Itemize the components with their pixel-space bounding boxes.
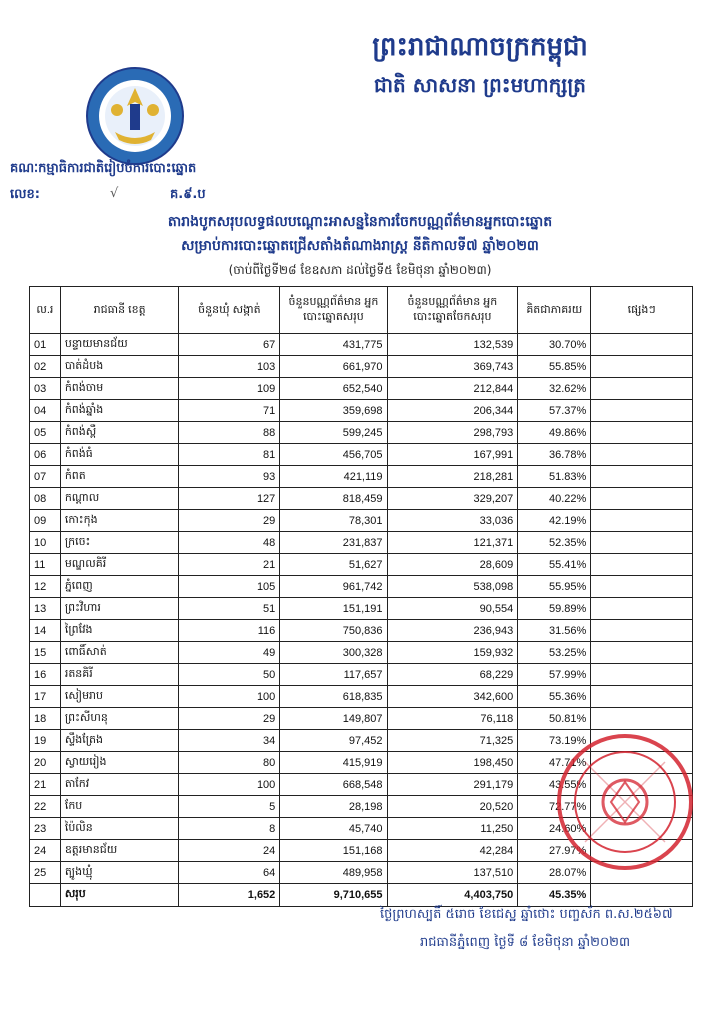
row-no: 03 xyxy=(30,378,61,400)
row-note xyxy=(591,576,693,598)
row-no: 12 xyxy=(30,576,61,598)
row-registered: 489,958 xyxy=(280,862,387,884)
row-distributed: 206,344 xyxy=(387,400,518,422)
official-seal-stamp xyxy=(555,732,695,872)
row-province: បន្ទាយមានជ័យ xyxy=(60,334,179,356)
header-communes: ចំនួនឃុំ សង្កាត់ xyxy=(179,287,280,334)
row-note xyxy=(591,422,693,444)
row-communes: 93 xyxy=(179,466,280,488)
row-registered: 599,245 xyxy=(280,422,387,444)
row-registered: 618,835 xyxy=(280,686,387,708)
row-province: ភ្នំពេញ xyxy=(60,576,179,598)
row-province: ពោធិ៍សាត់ xyxy=(60,642,179,664)
row-no: 25 xyxy=(30,862,61,884)
row-distributed: 329,207 xyxy=(387,488,518,510)
row-distributed: 198,450 xyxy=(387,752,518,774)
table-row xyxy=(30,708,693,730)
row-registered: 149,807 xyxy=(280,708,387,730)
row-distributed: 132,539 xyxy=(387,334,518,356)
header-province: រាជធានី ខេត្ត xyxy=(60,287,179,334)
row-note xyxy=(591,400,693,422)
row-no: 04 xyxy=(30,400,61,422)
row-communes: 67 xyxy=(179,334,280,356)
row-communes: 34 xyxy=(179,730,280,752)
row-province: កណ្តាល xyxy=(60,488,179,510)
table-row xyxy=(30,378,693,400)
row-registered: 300,328 xyxy=(280,642,387,664)
row-registered: 652,540 xyxy=(280,378,387,400)
row-percent: 40.22% xyxy=(518,488,591,510)
total-percent: 45.35% xyxy=(518,884,591,907)
row-province: តាកែវ xyxy=(60,774,179,796)
table-row xyxy=(30,444,693,466)
row-percent: 53.25% xyxy=(518,642,591,664)
row-province: កំពង់ឆ្នាំង xyxy=(60,400,179,422)
kingdom-heading: ព្រះរាជាណាចក្រកម្ពុជា xyxy=(372,32,588,62)
total-label: សរុប xyxy=(60,884,179,907)
row-no: 05 xyxy=(30,422,61,444)
row-percent: 55.85% xyxy=(518,356,591,378)
row-communes: 127 xyxy=(179,488,280,510)
document-title-line1: តារាងបូកសរុបលទ្ធផលបណ្តោះអាសន្ននៃការចែកបណ្ណព័ត៌មានអ្នកបោះឆ្នោត xyxy=(167,214,553,230)
row-no: 16 xyxy=(30,664,61,686)
row-registered: 151,191 xyxy=(280,598,387,620)
nec-emblem-logo xyxy=(85,66,185,166)
total-distributed: 4,403,750 xyxy=(387,884,518,907)
row-note xyxy=(591,378,693,400)
total-note-cell xyxy=(591,884,693,907)
row-communes: 29 xyxy=(179,510,280,532)
row-no: 08 xyxy=(30,488,61,510)
row-percent: 51.83% xyxy=(518,466,591,488)
row-registered: 961,742 xyxy=(280,576,387,598)
row-registered: 78,301 xyxy=(280,510,387,532)
row-province: កំពង់ស្ពឺ xyxy=(60,422,179,444)
row-province: កែប xyxy=(60,796,179,818)
row-registered: 45,740 xyxy=(280,818,387,840)
reference-number: គ.៩.ប xyxy=(170,187,206,202)
row-percent: 72.77% xyxy=(518,796,591,818)
row-communes: 81 xyxy=(179,444,280,466)
reference-tick: √ xyxy=(110,186,119,201)
row-percent: 36.78% xyxy=(518,444,591,466)
document-title-line2: សម្រាប់ការបោះឆ្នោតជ្រើសតាំងតំណាងរាស្ត្រ នីតិកាលទី៧ ឆ្នាំ២០២៣ xyxy=(181,238,539,254)
row-communes: 29 xyxy=(179,708,280,730)
row-province: ព្រះវិហារ xyxy=(60,598,179,620)
row-distributed: 342,600 xyxy=(387,686,518,708)
table-row xyxy=(30,576,693,598)
header-percent: គិតជាភាគរយ xyxy=(518,287,591,334)
table-row xyxy=(30,532,693,554)
row-province: កំពង់ធំ xyxy=(60,444,179,466)
row-no: 15 xyxy=(30,642,61,664)
row-no: 21 xyxy=(30,774,61,796)
total-communes: 1,652 xyxy=(179,884,280,907)
row-communes: 8 xyxy=(179,818,280,840)
row-no: 11 xyxy=(30,554,61,576)
row-province: កំពង់ចាម xyxy=(60,378,179,400)
row-distributed: 11,250 xyxy=(387,818,518,840)
row-note xyxy=(591,334,693,356)
row-communes: 109 xyxy=(179,378,280,400)
place-date-line: រាជធានីភ្នំពេញ ថ្ងៃទី ៨ ខែមិថុនា ឆ្នាំ២០២៣ xyxy=(420,935,631,950)
row-registered: 456,705 xyxy=(280,444,387,466)
row-no: 01 xyxy=(30,334,61,356)
row-registered: 359,698 xyxy=(280,400,387,422)
row-province: ស្វាយរៀង xyxy=(60,752,179,774)
header-distributed: ចំនួនបណ្ណព័ត៌មាន អ្នកបោះឆ្នោតចែកសរុប xyxy=(387,287,518,334)
table-row xyxy=(30,488,693,510)
row-percent: 57.37% xyxy=(518,400,591,422)
row-percent: 32.62% xyxy=(518,378,591,400)
row-percent: 55.41% xyxy=(518,554,591,576)
row-percent: 43.55% xyxy=(518,774,591,796)
row-communes: 116 xyxy=(179,620,280,642)
row-distributed: 68,229 xyxy=(387,664,518,686)
row-communes: 5 xyxy=(179,796,280,818)
total-registered: 9,710,655 xyxy=(280,884,387,907)
row-province: ត្បូងឃ្មុំ xyxy=(60,862,179,884)
row-no: 19 xyxy=(30,730,61,752)
row-communes: 100 xyxy=(179,774,280,796)
table-row xyxy=(30,554,693,576)
table-row xyxy=(30,356,693,378)
row-distributed: 33,036 xyxy=(387,510,518,532)
row-no: 22 xyxy=(30,796,61,818)
row-communes: 49 xyxy=(179,642,280,664)
row-communes: 51 xyxy=(179,598,280,620)
row-province: បាត់ដំបង xyxy=(60,356,179,378)
row-distributed: 121,371 xyxy=(387,532,518,554)
row-note xyxy=(591,620,693,642)
row-percent: 47.71% xyxy=(518,752,591,774)
row-registered: 151,168 xyxy=(280,840,387,862)
row-note xyxy=(591,642,693,664)
row-province: សៀមរាប xyxy=(60,686,179,708)
row-registered: 750,836 xyxy=(280,620,387,642)
row-communes: 71 xyxy=(179,400,280,422)
row-communes: 64 xyxy=(179,862,280,884)
row-province: ព្រះសីហនុ xyxy=(60,708,179,730)
row-communes: 103 xyxy=(179,356,280,378)
row-distributed: 42,284 xyxy=(387,840,518,862)
row-communes: 88 xyxy=(179,422,280,444)
row-percent: 52.35% xyxy=(518,532,591,554)
row-no: 13 xyxy=(30,598,61,620)
row-communes: 105 xyxy=(179,576,280,598)
row-distributed: 20,520 xyxy=(387,796,518,818)
row-province: មណ្ឌលគិរី xyxy=(60,554,179,576)
row-no: 17 xyxy=(30,686,61,708)
row-distributed: 90,554 xyxy=(387,598,518,620)
row-note xyxy=(591,510,693,532)
row-no: 23 xyxy=(30,818,61,840)
table-row xyxy=(30,642,693,664)
row-percent: 30.70% xyxy=(518,334,591,356)
row-communes: 80 xyxy=(179,752,280,774)
row-percent: 59.89% xyxy=(518,598,591,620)
row-registered: 668,548 xyxy=(280,774,387,796)
row-percent: 24.60% xyxy=(518,818,591,840)
row-percent: 49.86% xyxy=(518,422,591,444)
row-no: 07 xyxy=(30,466,61,488)
lunar-date-line: ថ្ងៃព្រហស្បតិ៍ ៥រោច ខែជេស្ឋ ឆ្នាំថោះ បញ្ចស័ក ព.ស.២៥៦៧ xyxy=(380,907,673,922)
row-percent: 50.81% xyxy=(518,708,591,730)
table-row xyxy=(30,620,693,642)
row-distributed: 159,932 xyxy=(387,642,518,664)
row-note xyxy=(591,686,693,708)
row-distributed: 236,943 xyxy=(387,620,518,642)
row-communes: 100 xyxy=(179,686,280,708)
reference-label: លេខ: xyxy=(10,187,40,202)
table-row xyxy=(30,400,693,422)
row-no: 14 xyxy=(30,620,61,642)
row-registered: 421,119 xyxy=(280,466,387,488)
table-row xyxy=(30,466,693,488)
row-registered: 431,775 xyxy=(280,334,387,356)
row-note xyxy=(591,466,693,488)
row-percent: 55.95% xyxy=(518,576,591,598)
row-percent: 42.19% xyxy=(518,510,591,532)
row-percent: 31.56% xyxy=(518,620,591,642)
row-registered: 117,657 xyxy=(280,664,387,686)
row-note xyxy=(591,356,693,378)
row-no: 18 xyxy=(30,708,61,730)
row-percent: 27.97% xyxy=(518,840,591,862)
row-note xyxy=(591,554,693,576)
row-province: ឧត្តរមានជ័យ xyxy=(60,840,179,862)
row-distributed: 218,281 xyxy=(387,466,518,488)
row-registered: 231,837 xyxy=(280,532,387,554)
row-distributed: 137,510 xyxy=(387,862,518,884)
row-communes: 21 xyxy=(179,554,280,576)
row-province: រតនគិរី xyxy=(60,664,179,686)
row-note xyxy=(591,488,693,510)
table-row xyxy=(30,422,693,444)
row-distributed: 71,325 xyxy=(387,730,518,752)
row-province: ព្រៃវែង xyxy=(60,620,179,642)
table-row xyxy=(30,686,693,708)
table-header-row xyxy=(30,287,693,334)
row-no: 10 xyxy=(30,532,61,554)
row-note xyxy=(591,708,693,730)
row-percent: 73.19% xyxy=(518,730,591,752)
total-no-cell xyxy=(30,884,61,907)
row-percent: 55.36% xyxy=(518,686,591,708)
row-communes: 48 xyxy=(179,532,280,554)
row-distributed: 291,179 xyxy=(387,774,518,796)
header-note: ផ្សេងៗ xyxy=(591,287,693,334)
row-no: 09 xyxy=(30,510,61,532)
row-province: កំពត xyxy=(60,466,179,488)
row-no: 20 xyxy=(30,752,61,774)
table-row xyxy=(30,510,693,532)
row-registered: 818,459 xyxy=(280,488,387,510)
row-communes: 50 xyxy=(179,664,280,686)
row-registered: 28,198 xyxy=(280,796,387,818)
header-no: ល.រ xyxy=(30,287,61,334)
row-registered: 97,452 xyxy=(280,730,387,752)
row-no: 06 xyxy=(30,444,61,466)
row-no: 02 xyxy=(30,356,61,378)
row-province: ក្រចេះ xyxy=(60,532,179,554)
row-communes: 24 xyxy=(179,840,280,862)
row-province: ប៉ៃលិន xyxy=(60,818,179,840)
row-distributed: 76,118 xyxy=(387,708,518,730)
header-registered: ចំនួនបណ្ណព័ត៌មាន អ្នកបោះឆ្នោតសរុប xyxy=(280,287,387,334)
row-distributed: 298,793 xyxy=(387,422,518,444)
table-row xyxy=(30,664,693,686)
row-distributed: 538,098 xyxy=(387,576,518,598)
row-distributed: 167,991 xyxy=(387,444,518,466)
row-note xyxy=(591,532,693,554)
organization-name: គណៈកម្មាធិការជាតិរៀបចំការបោះឆ្នោត xyxy=(10,161,197,176)
national-motto: ជាតិ សាសនា ព្រះមហាក្សត្រ xyxy=(374,73,586,97)
row-percent: 57.99% xyxy=(518,664,591,686)
reference-line xyxy=(10,186,206,205)
table-row xyxy=(30,334,693,356)
row-registered: 51,627 xyxy=(280,554,387,576)
row-note xyxy=(591,598,693,620)
row-distributed: 28,609 xyxy=(387,554,518,576)
table-row xyxy=(30,598,693,620)
reporting-period: (ចាប់ពីថ្ងៃទី២៨ ខែឧសភា ដល់ថ្ងៃទី៥ ខែមិថុនា ឆ្នាំ២០២៣) xyxy=(228,263,492,277)
row-distributed: 212,844 xyxy=(387,378,518,400)
row-registered: 661,970 xyxy=(280,356,387,378)
row-note xyxy=(591,664,693,686)
row-note xyxy=(591,444,693,466)
row-distributed: 369,743 xyxy=(387,356,518,378)
row-no: 24 xyxy=(30,840,61,862)
table-total-row xyxy=(30,884,693,907)
row-registered: 415,919 xyxy=(280,752,387,774)
row-province: កោះកុង xyxy=(60,510,179,532)
row-percent: 28.07% xyxy=(518,862,591,884)
row-province: ស្ទឹងត្រែង xyxy=(60,730,179,752)
